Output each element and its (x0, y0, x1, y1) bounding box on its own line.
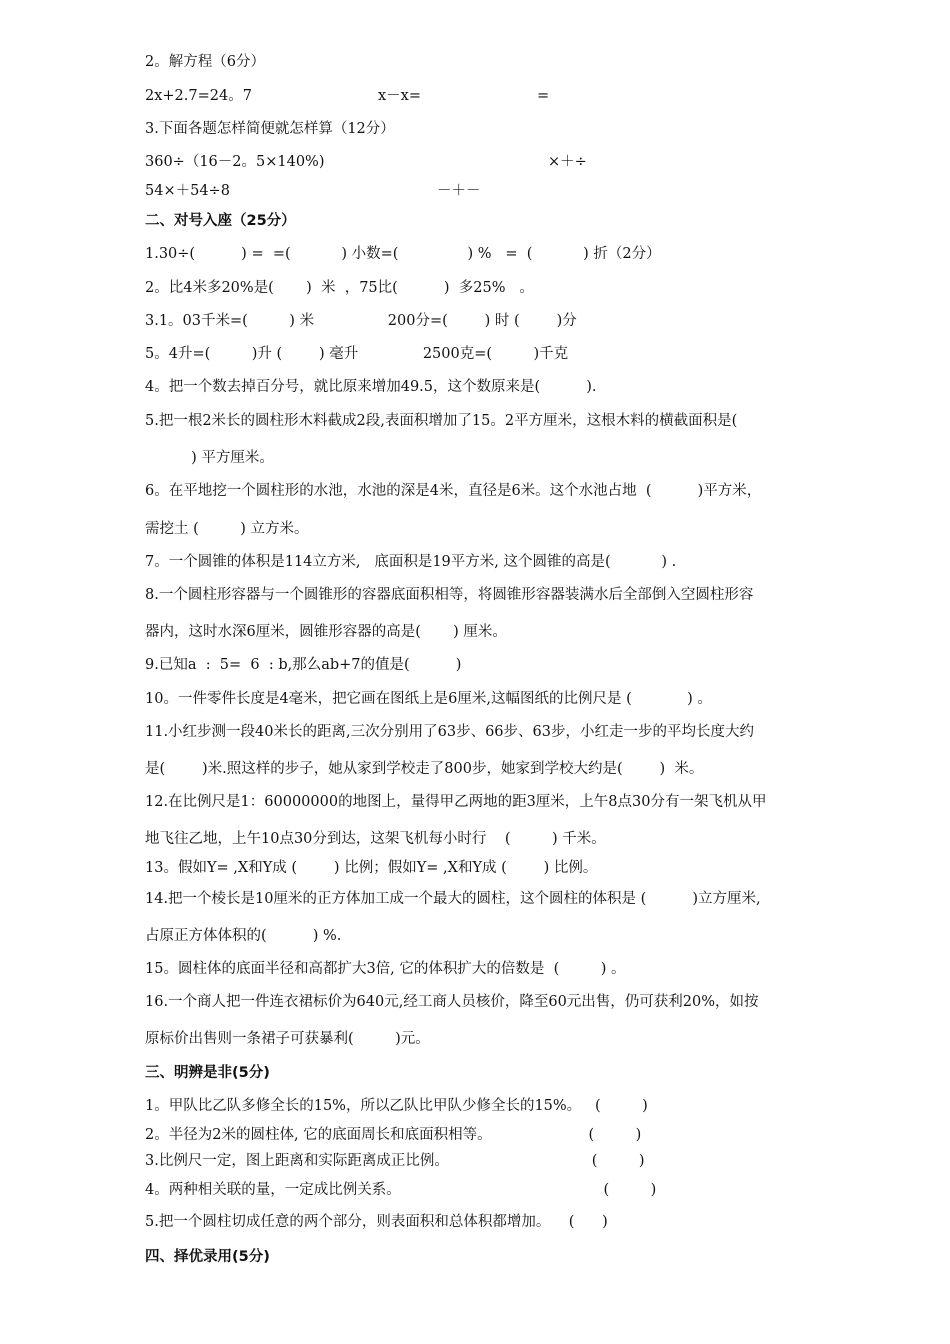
s2-item: 需挖土 ( ) 立方米。 (145, 521, 309, 537)
s3-item: 4。两种相关联的量，一定成比例关系。 ( ) (145, 1182, 657, 1198)
s2-item: 地飞往乙地，上午10点30分到达，这架飞机每小时行 ( ) 千米。 (145, 831, 606, 847)
q3-expression-4: －＋－ (437, 183, 481, 199)
s2-item: 11.小红步测一段40米长的距离,三次分别用了63步、66步、63步，小红走一步的平均长度大约 (145, 724, 754, 740)
s2-item: 16.一个商人把一件连衣裙标价为640元,经工商人员核价，降至60元出售，仍可获利20%，如按 (145, 994, 759, 1010)
section-3-heading: 三、明辨是非(5分) (145, 1065, 270, 1081)
s2-item: 12.在比例尺是1：60000000的地图上，量得甲乙两地的距3厘米，上午8点30分有一架飞机从甲 (145, 794, 767, 810)
s2-item: 9.已知a : 5= 6 : b,那么ab+7的值是( ) (145, 657, 462, 673)
q2-equation-3: = (537, 88, 550, 104)
s2-item: 13。假如Y= ,X和Y成 ( ) 比例；假如Y= ,X和Y成 ( ) 比例。 (145, 860, 598, 876)
s2-item: ) 平方厘米。 (145, 450, 274, 466)
section-4-heading: 四、择优录用(5分) (145, 1249, 270, 1265)
s2-item: 2。比4米多20%是( ) 米 ，75比( ) 多25% 。 (145, 280, 534, 296)
s2-item: 5.把一根2米长的圆柱形木料截成2段,表面积增加了15。2平方厘米，这根木料的横截面积是( (145, 413, 738, 429)
s3-item: 1。甲队比乙队多修全长的15%，所以乙队比甲队少修全长的15%。 ( ) (145, 1098, 648, 1114)
s2-item: 1.30÷( ) = =( ) 小数=( ) % = ( ) 折（2分） (145, 246, 661, 262)
q3-expression-3: 54×＋54÷8 (145, 183, 230, 199)
s3-item: 3.比例尺一定，图上距离和实际距离成正比例。 ( ) (145, 1153, 645, 1169)
q2-title: 2。解方程（6分） (145, 54, 265, 70)
s2-item: 是( )米.照这样的步子，她从家到学校走了800步，她家到学校大约是( ) 米。 (145, 761, 704, 777)
s2-item: 6。在平地挖一个圆柱形的水池，水池的深是4米，直径是6米。这个水池占地 ( )平方米， (145, 483, 762, 499)
s3-item: 5.把一个圆柱切成任意的两个部分，则表面积和总体积都增加。 ( ) (145, 1214, 608, 1230)
q3-title: 3.下面各题怎样简便就怎样算（12分） (145, 121, 395, 137)
s3-item: 2。半径为2米的圆柱体, 它的底面周长和底面积相等。 ( ) (145, 1127, 642, 1143)
section-2-heading: 二、对号入座（25分） (145, 213, 296, 229)
s2-item: 占原正方体体积的( ) %. (145, 928, 342, 944)
s2-item: 14.把一个棱长是10厘米的正方体加工成一个最大的圆柱，这个圆柱的体积是 ( )立方厘米, (145, 891, 761, 907)
s2-item: 10。一件零件长度是4毫米，把它画在图纸上是6厘米,这幅图纸的比例尺是 ( ) 。 (145, 691, 712, 707)
s2-item: 3.1。03千米=( ) 米 200分=( ) 时 ( )分 (145, 313, 577, 329)
q3-expression-2: ×＋÷ (548, 154, 587, 170)
q2-equation-2: x－x= (378, 88, 422, 104)
q2-equation-1: 2x+2.7=24。7 (145, 88, 252, 104)
s2-item: 5。4升=( )升 ( ) 毫升 2500克=( )千克 (145, 346, 569, 362)
s2-item: 原标价出售则一条裙子可获暴利( )元。 (145, 1031, 430, 1047)
s2-item: 15。圆柱体的底面半径和高都扩大3倍, 它的体积扩大的倍数是 ( ) 。 (145, 961, 626, 977)
s2-item: 4。把一个数去掉百分号，就比原来增加49.5，这个数原来是( ). (145, 379, 597, 395)
q3-expression-1: 360÷（16－2。5×140%) (145, 154, 325, 170)
s2-item: 器内，这时水深6厘米，圆锥形容器的高是( ) 厘米。 (145, 624, 507, 640)
s2-item: 8.一个圆柱形容器与一个圆锥形的容器底面积相等，将圆锥形容器装满水后全部倒入空圆柱形容 (145, 587, 754, 603)
s2-item: 7。一个圆锥的体积是114立方米, 底面积是19平方米, 这个圆锥的高是( ) . (145, 554, 677, 570)
